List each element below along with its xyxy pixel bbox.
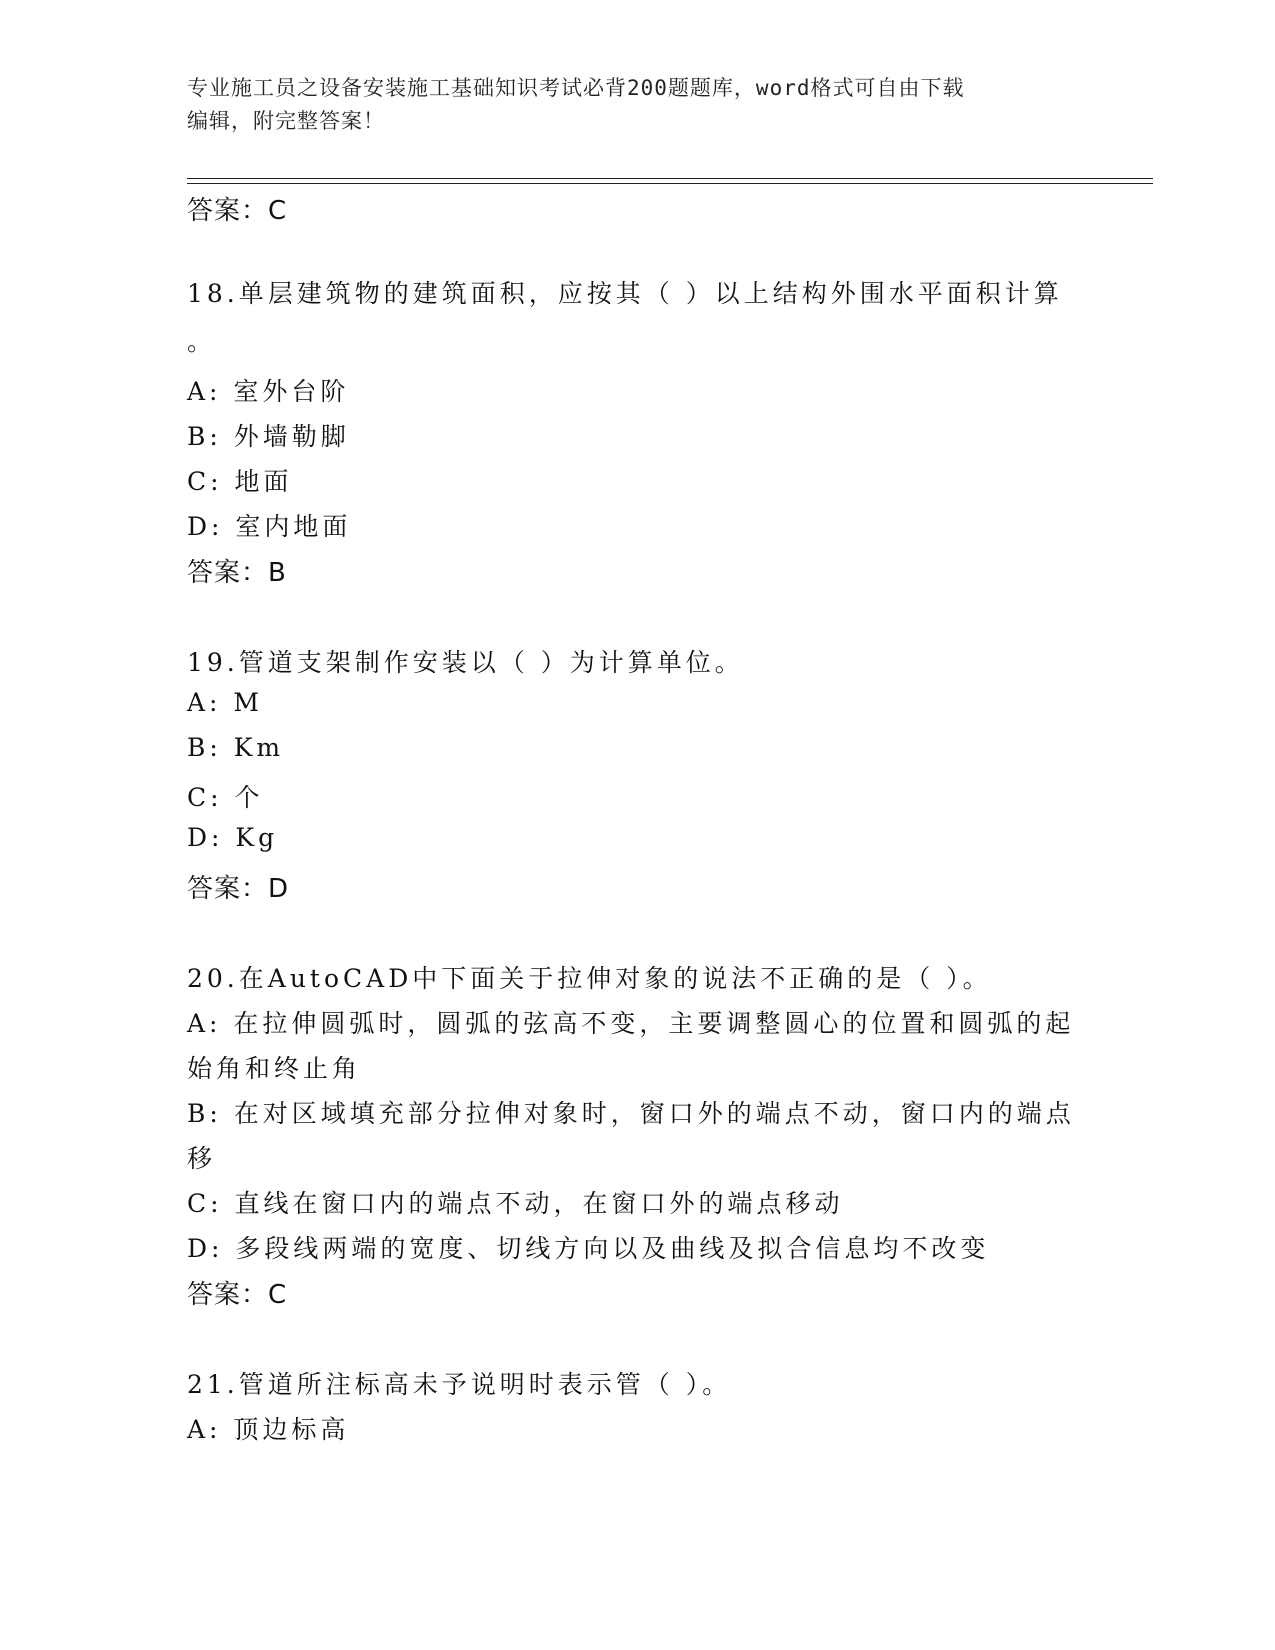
question-21-stem: 21.管道所注标高未予说明时表示管（ ）。 [187, 1370, 732, 1399]
header-rule-bottom [187, 183, 1153, 184]
header-rule-top [187, 178, 1153, 179]
question-20-option-c: C: 直线在窗口内的端点不动，在窗口外的端点移动 [187, 1189, 844, 1218]
question-18-stem-cont: 。 [187, 327, 217, 356]
header-line-1: 专业施工员之设备安装施工基础知识考试必背200题题库，word格式可自由下载 [187, 76, 965, 100]
answer-17: 答案：C [187, 196, 288, 226]
question-19-option-a: A: M [187, 688, 264, 717]
question-20-option-a: A: 在拉伸圆弧时，圆弧的弦高不变，主要调整圆心的位置和圆弧的起 [187, 1009, 1075, 1038]
question-19-stem: 19.管道支架制作安装以（ ）为计算单位。 [187, 648, 744, 677]
question-18-option-d: D: 室内地面 [187, 512, 352, 541]
question-20-option-b-cont: 移 [187, 1144, 217, 1173]
question-18-option-a: A: 室外台阶 [187, 377, 350, 406]
question-18-option-b: B: 外墙勒脚 [187, 422, 350, 451]
answer-20: 答案：C [187, 1280, 288, 1310]
answer-19: 答案：D [187, 874, 290, 904]
question-20-option-a-cont: 始角和终止角 [187, 1054, 362, 1083]
question-21-option-a: A: 顶边标高 [187, 1415, 350, 1444]
question-20-stem: 20.在AutoCAD中下面关于拉伸对象的说法不正确的是（ ）。 [187, 964, 992, 993]
question-20-option-b: B: 在对区域填充部分拉伸对象时，窗口外的端点不动，窗口内的端点 [187, 1099, 1075, 1128]
answer-18: 答案：B [187, 558, 287, 588]
question-19-option-b: B: Km [187, 733, 285, 762]
question-19-option-d: D: Kg [187, 823, 279, 852]
question-19-option-c: C: 个 [187, 783, 264, 812]
question-18-stem: 18.单层建筑物的建筑面积，应按其（ ）以上结构外围水平面积计算 [187, 279, 1063, 308]
document-header [187, 72, 1067, 138]
question-20-option-d: D: 多段线两端的宽度、切线方向以及曲线及拟合信息均不改变 [187, 1234, 990, 1263]
question-18-option-c: C: 地面 [187, 467, 293, 496]
header-line-2: 编辑，附完整答案！ [187, 109, 385, 133]
